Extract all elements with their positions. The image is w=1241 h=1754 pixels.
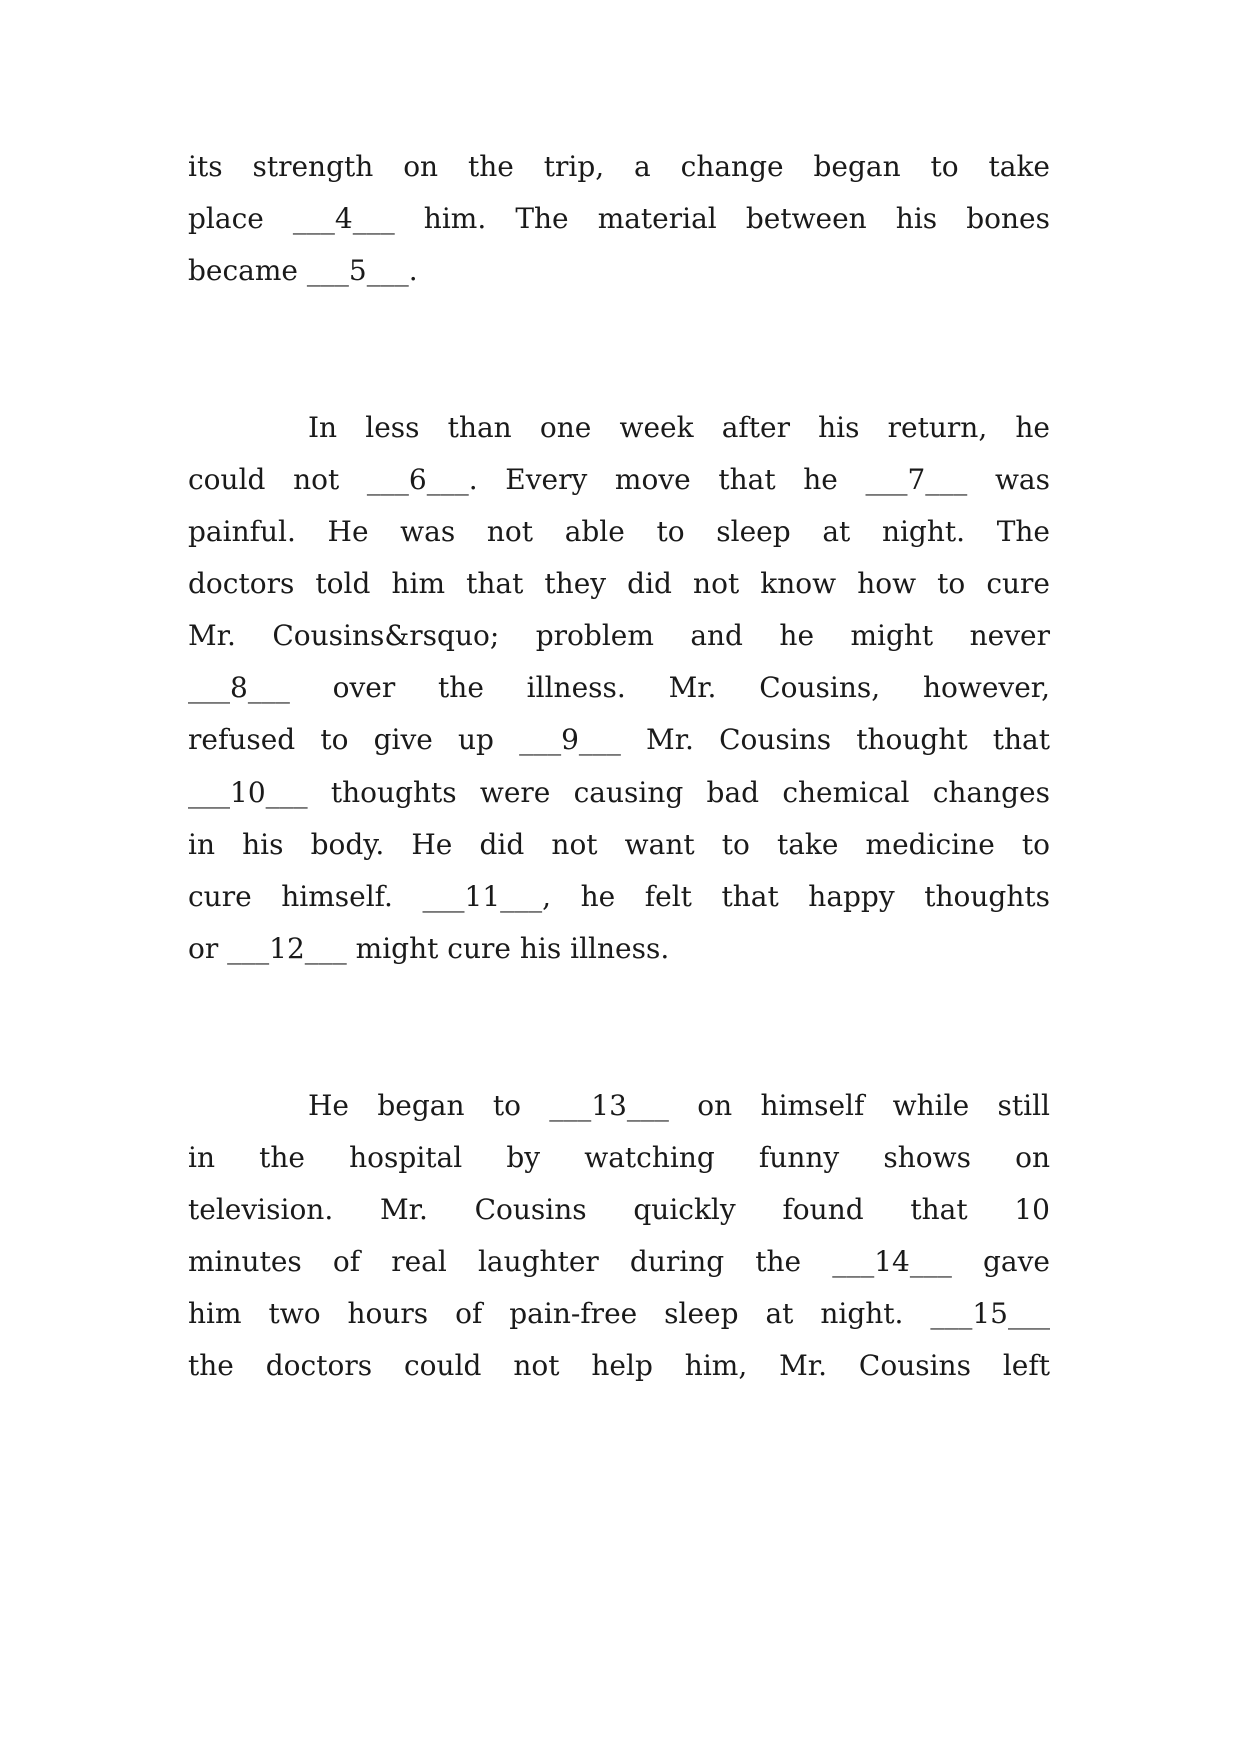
paragraph-3-line-5: him two hours of pain-free sleep at night. ___15___ [188, 1297, 1050, 1330]
paragraph-2-line-7: refused to give up ___9___ Mr. Cousins thought that [188, 723, 1050, 756]
paragraph-2-line-3: painful. He was not able to sleep at night. The [188, 515, 1050, 548]
paragraph-1-line-3: became ___5___. [188, 254, 418, 287]
paragraph-1-line-1: its strength on the trip, a change began to take [188, 150, 1050, 183]
paragraph-3-line-6: the doctors could not help him, Mr. Cousins left [188, 1349, 1050, 1382]
paragraph-2-line-11: or ___12___ might cure his illness. [188, 932, 670, 965]
paragraph-1-line-2: place ___4___ him. The material between his bones [188, 202, 1050, 235]
paragraph-3-line-2: in the hospital by watching funny shows on [188, 1141, 1050, 1174]
paragraph-2-line-10: cure himself. ___11___, he felt that happy thoughts [188, 880, 1050, 913]
paragraph-2-line-9: in his body. He did not want to take medicine to [188, 828, 1050, 861]
paragraph-3-line-4: minutes of real laughter during the ___14___ gave [188, 1245, 1050, 1278]
paragraph-2-line-1: In less than one week after his return, he [308, 411, 1050, 444]
paragraph-2-line-2: could not ___6___. Every move that he ___7___ was [188, 463, 1050, 496]
paragraph-3-line-1: He began to ___13___ on himself while still [308, 1089, 1050, 1122]
paragraph-3-line-3: television. Mr. Cousins quickly found that 10 [188, 1193, 1050, 1226]
paragraph-2-line-8: ___10___ thoughts were causing bad chemical changes [188, 776, 1050, 809]
paragraph-2-line-4: doctors told him that they did not know how to cure [188, 567, 1050, 600]
paragraph-2-line-5: Mr. Cousins&rsquo; problem and he might never [188, 619, 1050, 652]
paragraph-2-line-6: ___8___ over the illness. Mr. Cousins, however, [188, 671, 1050, 704]
